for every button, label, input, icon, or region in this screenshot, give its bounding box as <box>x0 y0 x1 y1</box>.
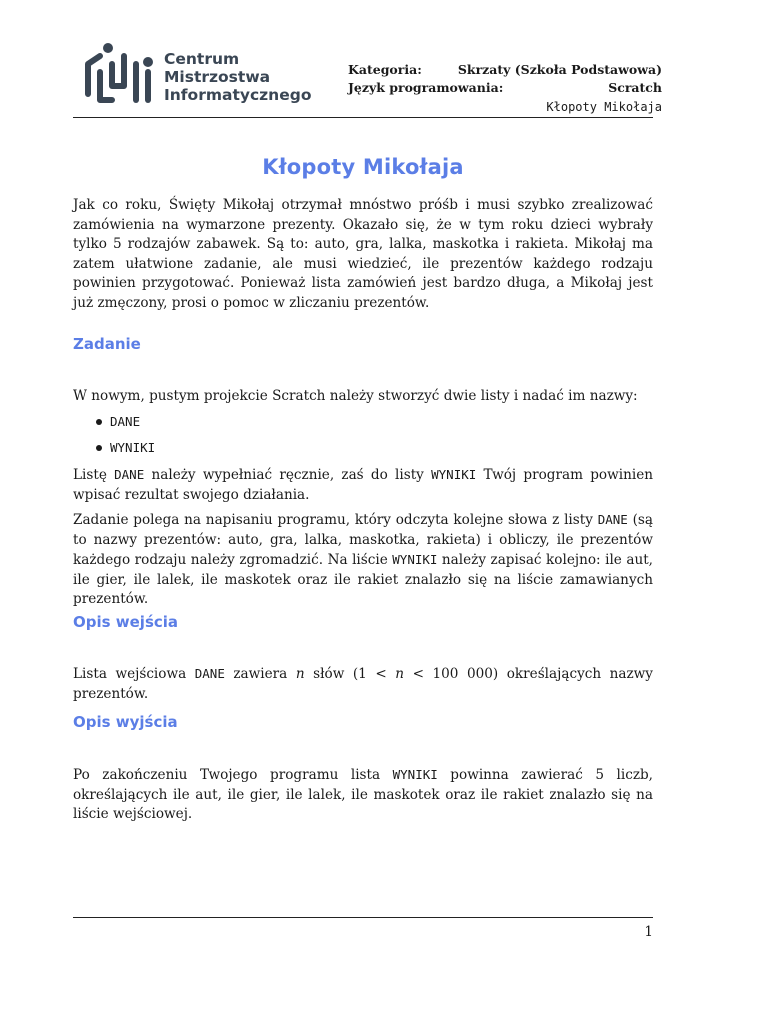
category-value: Skrzaty (Szkoła Podstawowa) <box>457 62 662 77</box>
list-item <box>96 414 140 430</box>
section-heading-task: Zadanie <box>73 335 141 353</box>
text: słów (1 < <box>304 666 396 682</box>
list-item <box>96 440 155 456</box>
text: należy zapisać kolejno: ile aut, ile gier, ile lalek, ile maskotek oraz ile rakiet znalazło się na liście zamawianych prezentów. <box>73 552 653 607</box>
task-name: Kłopoty Mikołaja <box>546 100 662 114</box>
cmi-logo-icon <box>82 42 154 108</box>
text: (są to nazwy prezentów: auto, gra, lalka, maskotka, rakieta) i obliczy, ile prezentów każdego rodzaju należy zgromadzić. Na liście <box>73 512 653 568</box>
intro-paragraph: Jak co roku, Święty Mikołaj otrzymał mnóstwo próśb i musi szybko zrealizować zamówienia na wymarzone prezenty. Okazało się, że w tym roku dzieci wybrały tylko 5 rodzajów zabawek. Są to: auto, gra, lalka, maskotka i rakieta. Mikołaj ma zatem ułatwione zadanie, ale musi wiedzieć, ile prezentów każdego rodzaju powinien przygotować. Ponieważ lista zamówień jest bardzo długa, a Mikołaj jest już zmęczony, prosi o pomoc w zliczaniu prezentów. <box>73 197 653 311</box>
code: DANE <box>114 467 145 482</box>
meta-values <box>456 61 662 116</box>
code: DANE <box>597 512 628 527</box>
logo-line-2: Mistrzostwa <box>164 68 271 86</box>
text: Listę <box>73 467 115 483</box>
text: Zadanie polega na napisaniu programu, który odczyta kolejne słowa z listy <box>73 512 598 528</box>
category-label: Kategoria: <box>348 62 422 77</box>
section-heading-output: Opis wyjścia <box>73 713 178 731</box>
bullet-icon <box>96 419 102 425</box>
text: Lista wejściowa <box>73 666 195 682</box>
math-var: n <box>395 666 405 682</box>
math-var: n <box>295 666 305 682</box>
code: DANE <box>194 666 225 681</box>
text: Po zakończeniu Twojego programu lista <box>73 767 393 783</box>
code: WYNIKI <box>392 767 438 782</box>
text: powinna zawierać 5 liczb, określających ile aut, ile gier, ile lalek, ile maskotek oraz ile rakiet znalazło się na liście wejściowej. <box>73 767 654 822</box>
footer-rule <box>73 917 653 918</box>
logo <box>82 42 312 108</box>
logo-text <box>164 50 311 104</box>
code: WYNIKI <box>392 552 438 567</box>
page-title: Kłopoty Mikołaja <box>262 155 464 179</box>
output-paragraph <box>73 765 653 825</box>
language-value: Scratch <box>608 80 662 95</box>
task-paragraph-2 <box>73 465 653 505</box>
task-paragraph-1: W nowym, pustym projekcie Scratch należy stworzyć dwie listy i nadać im nazwy: <box>73 388 638 404</box>
code: WYNIKI <box>431 467 477 482</box>
text: Twój program powinien wpisać rezultat swojego działania. <box>73 467 654 503</box>
input-paragraph <box>73 664 653 704</box>
logo-line-1: Centrum <box>164 50 240 68</box>
text: zawiera <box>224 666 296 682</box>
header-rule <box>73 117 653 118</box>
page-number: 1 <box>644 924 653 940</box>
list-name: DANE <box>110 414 141 429</box>
section-heading-input: Opis wejścia <box>73 613 179 631</box>
text: < 100 000) określających nazwy prezentów. <box>73 666 653 702</box>
language-label: Język programowania: <box>348 80 504 95</box>
bullet-icon <box>96 445 102 451</box>
text: należy wypełniać ręcznie, zaś do listy <box>144 467 432 483</box>
list-name: WYNIKI <box>110 440 156 455</box>
task-paragraph-3 <box>73 510 653 610</box>
logo-line-3: Informatycznego <box>164 86 312 104</box>
